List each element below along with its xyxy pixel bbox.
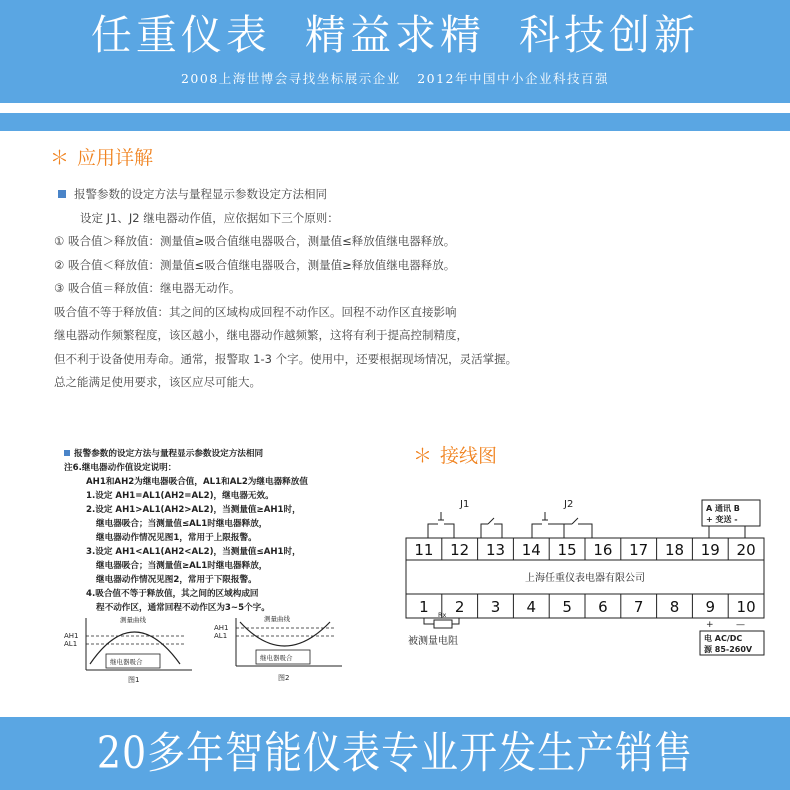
- chart-caption: 图1: [128, 676, 140, 684]
- note-text: 继电器动作频繁程度，该区越小，继电器动作越频繁，这将有利于提高控制精度，: [54, 328, 468, 342]
- section-title-text: 接线图: [440, 445, 498, 467]
- rx-label: Rx: [438, 611, 447, 619]
- note-line: [54, 277, 754, 301]
- relay-on-label: 继电器吸合: [260, 654, 293, 662]
- header-stripe: [0, 113, 790, 131]
- bottom-terminal-row: [419, 598, 756, 616]
- al-label: AL1: [214, 632, 228, 640]
- figure-line: 继电器动作情况见图1，常用于上限报警。: [96, 533, 257, 543]
- section-title-wiring: [413, 443, 497, 469]
- figure-line: 4.吸合值不等于释放值，其之间的区域构成回: [86, 589, 259, 599]
- relay-j1-symbol: [428, 512, 502, 538]
- measurement-curve: [240, 622, 330, 646]
- resistor-label: 被测量电阻: [408, 636, 458, 647]
- power-range: 源 85-260V: [704, 645, 753, 654]
- star-icon: ＊: [413, 445, 433, 467]
- relay-j2-symbol: [532, 512, 592, 538]
- note-text: 但不利于设备使用寿命。通常，报警取 1-3 个字。使用中，还要根据现场情况，灵活掌握。: [54, 351, 518, 366]
- power-minus: —: [736, 620, 745, 630]
- figure-line: 注6.继电器动作值设定说明：: [64, 463, 177, 473]
- terminal-number: 9: [705, 598, 716, 616]
- terminal-number: 8: [669, 598, 680, 616]
- figure-line: AH1和AH2为继电器吸合值，AL1和AL2为继电器释放值: [86, 477, 308, 487]
- terminal-number: 6: [598, 598, 608, 616]
- terminal-number: 17: [629, 541, 649, 559]
- header-banner: [0, 0, 790, 103]
- note-line: [54, 254, 754, 278]
- relay-on-label: 继电器吸合: [110, 658, 143, 666]
- power-label: 电 AC/DC: [704, 634, 743, 643]
- note-line: [54, 301, 754, 325]
- terminal-number: 7: [633, 598, 644, 616]
- terminal-number: 12: [450, 541, 470, 559]
- bullet-icon: [58, 190, 66, 198]
- note-line: [54, 207, 754, 231]
- resistor-symbol: [424, 618, 459, 628]
- relay-setting-figure: [64, 448, 364, 688]
- section-title-application: [50, 145, 153, 171]
- ah-label: AH1: [64, 632, 79, 640]
- terminal-number: 10: [736, 598, 756, 616]
- chart-caption: 图2: [278, 674, 290, 682]
- wiring-diagram: [404, 494, 770, 660]
- terminal-number: 11: [414, 541, 434, 559]
- figure-line: 继电器吸合；当测量值≥AL1时继电器释放，: [96, 561, 268, 571]
- figure-line: [64, 448, 263, 460]
- bullet-icon: [64, 450, 70, 456]
- terminal-number: 14: [521, 541, 541, 559]
- transmit-label: + 变送 -: [706, 515, 738, 524]
- figure-line: 3.设定 AH1<AL1(AH2<AL2)，当测量值≤AH1时，: [86, 547, 301, 557]
- terminal-number: 16: [593, 541, 613, 559]
- terminal-number: 3: [490, 598, 501, 616]
- figure-text: 报警参数的设定方法与量程显示参数设定方法相同: [74, 449, 264, 459]
- note-text: ① 吸合值＞释放值：测量值≥吸合值继电器吸合，测量值≤释放值继电器释放。: [54, 234, 456, 248]
- terminal-number: 15: [557, 541, 577, 559]
- terminal-number: 13: [485, 541, 506, 559]
- figure-line: 继电器吸合；当测量值≤AL1时继电器释放，: [96, 519, 268, 529]
- relay-chart-1: [64, 614, 194, 686]
- relay-chart-2: [214, 614, 344, 686]
- footer-banner: [0, 717, 790, 790]
- note-text: 总之能满足使用要求，该区应尽可能大。: [54, 375, 261, 389]
- slogan-sub: 2008上海世博会寻找坐标展示企业 2012年中国中小企业科技百强: [180, 71, 610, 86]
- terminal-number: 19: [700, 541, 720, 559]
- note-text: ③ 吸合值＝释放值：继电器无动作。: [54, 281, 241, 295]
- terminal-number: 2: [454, 598, 465, 616]
- application-notes: [54, 183, 754, 395]
- note-line: [54, 183, 754, 207]
- terminal-number: 1: [419, 598, 429, 616]
- company-name: 上海任重仪表电器有限公司: [525, 573, 645, 584]
- figure-line: 1.设定 AH1=AL1(AH2=AL2)，继电器无效。: [86, 491, 274, 501]
- section-title-text: 应用详解: [77, 147, 154, 169]
- footer-slogan: 20多年智能仪表专业开发生产销售: [96, 727, 694, 779]
- note-text: 吸合值不等于释放值：其之间的区域构成回程不动作区。回程不动作区直接影响: [54, 304, 457, 319]
- power-plus: +: [706, 620, 714, 630]
- note-text: 设定 J1、J2 继电器动作值，应依据如下三个原则：: [80, 210, 339, 225]
- relay-j2-label: J2: [564, 499, 574, 510]
- terminal-number: 5: [562, 598, 572, 616]
- figure-line: 继电器动作情况见图2，常用于下限报警。: [96, 575, 257, 585]
- figure-line: 程不动作区，通常回程不动作区为3~5个字。: [96, 603, 270, 613]
- ah-label: AH1: [214, 624, 229, 632]
- header-divider: [0, 103, 790, 113]
- figure-line: 2.设定 AH1>AL1(AH2>AL2)，当测量值≥AH1时，: [86, 505, 301, 515]
- comm-label: A 通讯 B: [706, 504, 740, 513]
- note-text: 报警参数的设定方法与量程显示参数设定方法相同: [74, 187, 327, 201]
- note-line: [54, 230, 754, 254]
- relay-j1-label: J1: [460, 499, 470, 510]
- curve-label: 测量曲线: [120, 616, 146, 624]
- slogan-main: 任重仪表 精益求精 科技创新: [90, 11, 700, 59]
- note-line: [54, 324, 754, 348]
- al-label: AL1: [64, 640, 78, 648]
- star-icon: ＊: [50, 147, 70, 169]
- terminal-number: 18: [664, 541, 685, 559]
- note-line: [54, 371, 754, 395]
- terminal-number: 4: [526, 598, 537, 616]
- note-line: [54, 348, 754, 372]
- curve-label: 测量曲线: [264, 615, 290, 623]
- terminal-number: 20: [736, 541, 756, 559]
- note-text: ② 吸合值＜释放值：测量值≤吸合值继电器吸合，测量值≥释放值继电器释放。: [54, 257, 456, 272]
